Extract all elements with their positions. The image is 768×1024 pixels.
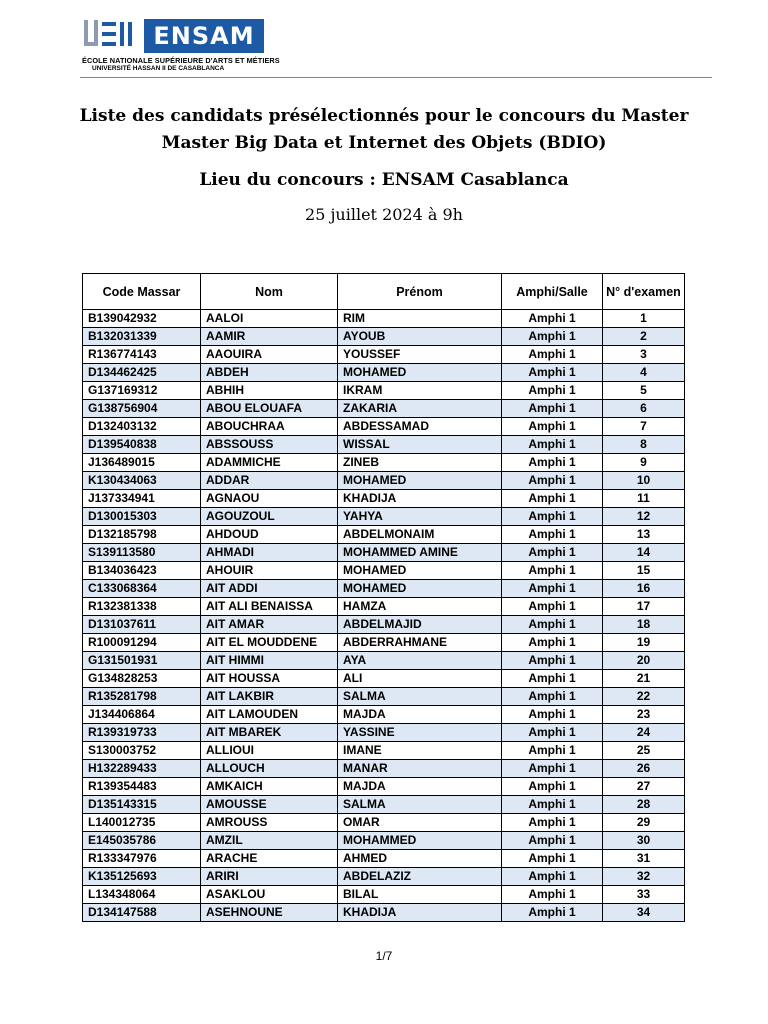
cell-prenom: KHADIJA	[338, 904, 502, 922]
cell-nom: AIT ADDI	[201, 580, 338, 598]
candidates-table	[82, 273, 685, 922]
cell-code-massar: G137169312	[83, 382, 201, 400]
cell-amphi-salle: Amphi 1	[502, 886, 603, 904]
cell-code-massar: D130015303	[83, 508, 201, 526]
cell-code-massar: B132031339	[83, 328, 201, 346]
cell-numero-examen: 27	[603, 778, 685, 796]
cell-numero-examen: 19	[603, 634, 685, 652]
cell-numero-examen: 22	[603, 688, 685, 706]
ensam-logo	[82, 16, 280, 76]
cell-prenom: MOHAMED	[338, 562, 502, 580]
cell-code-massar: G131501931	[83, 652, 201, 670]
cell-numero-examen: 7	[603, 418, 685, 436]
cell-numero-examen: 30	[603, 832, 685, 850]
cell-code-massar: H132289433	[83, 760, 201, 778]
page-number: 1/7	[375, 949, 393, 963]
logo-school-name: ÉCOLE NATIONALE SUPÉRIEURE D'ARTS ET MÉTIERS	[82, 56, 280, 65]
table-body	[83, 310, 685, 922]
table-header-row	[83, 274, 685, 310]
table-row	[83, 598, 685, 616]
cell-prenom: BILAL	[338, 886, 502, 904]
cell-nom: AHOUIR	[201, 562, 338, 580]
cell-nom: ARACHE	[201, 850, 338, 868]
cell-prenom: WISSAL	[338, 436, 502, 454]
table-row	[83, 364, 685, 382]
cell-numero-examen: 18	[603, 616, 685, 634]
cell-numero-examen: 31	[603, 850, 685, 868]
cell-amphi-salle: Amphi 1	[502, 688, 603, 706]
cell-amphi-salle: Amphi 1	[502, 328, 603, 346]
cell-prenom: YASSINE	[338, 724, 502, 742]
cell-code-massar: L134348064	[83, 886, 201, 904]
cell-prenom: MANAR	[338, 760, 502, 778]
table-row	[83, 328, 685, 346]
cell-numero-examen: 21	[603, 670, 685, 688]
cell-nom: AIT AMAR	[201, 616, 338, 634]
cell-amphi-salle: Amphi 1	[502, 400, 603, 418]
cell-code-massar: D134462425	[83, 364, 201, 382]
cell-numero-examen: 20	[603, 652, 685, 670]
cell-nom: ABOUCHRAA	[201, 418, 338, 436]
cell-amphi-salle: Amphi 1	[502, 616, 603, 634]
exam-location: Lieu du concours : ENSAM Casablanca	[199, 170, 569, 190]
cell-amphi-salle: Amphi 1	[502, 382, 603, 400]
cell-numero-examen: 16	[603, 580, 685, 598]
cell-nom: AMROUSS	[201, 814, 338, 832]
cell-nom: AMOUSSE	[201, 796, 338, 814]
cell-nom: ABSSOUSS	[201, 436, 338, 454]
cell-numero-examen: 26	[603, 760, 685, 778]
cell-code-massar: D132403132	[83, 418, 201, 436]
cell-prenom: MAJDA	[338, 778, 502, 796]
cell-nom: ADAMMICHE	[201, 454, 338, 472]
cell-prenom: AYA	[338, 652, 502, 670]
cell-amphi-salle: Amphi 1	[502, 868, 603, 886]
table-row	[83, 580, 685, 598]
cell-nom: AAOUIRA	[201, 346, 338, 364]
cell-amphi-salle: Amphi 1	[502, 364, 603, 382]
logo-wordmark: ENSAM	[144, 19, 264, 53]
cell-code-massar: G138756904	[83, 400, 201, 418]
cell-amphi-salle: Amphi 1	[502, 796, 603, 814]
cell-numero-examen: 15	[603, 562, 685, 580]
table-row	[83, 418, 685, 436]
cell-nom: ALLIOUI	[201, 742, 338, 760]
cell-code-massar: R136774143	[83, 346, 201, 364]
cell-code-massar: D139540838	[83, 436, 201, 454]
cell-amphi-salle: Amphi 1	[502, 346, 603, 364]
cell-numero-examen: 5	[603, 382, 685, 400]
cell-amphi-salle: Amphi 1	[502, 814, 603, 832]
cell-code-massar: R132381338	[83, 598, 201, 616]
cell-prenom: ABDELMAJID	[338, 616, 502, 634]
cell-amphi-salle: Amphi 1	[502, 526, 603, 544]
cell-numero-examen: 25	[603, 742, 685, 760]
cell-prenom: KHADIJA	[338, 490, 502, 508]
table-row	[83, 760, 685, 778]
cell-amphi-salle: Amphi 1	[502, 436, 603, 454]
exam-date: 25 juillet 2024 à 9h	[305, 205, 463, 224]
cell-code-massar: R135281798	[83, 688, 201, 706]
cell-amphi-salle: Amphi 1	[502, 724, 603, 742]
table-row	[83, 436, 685, 454]
table-row	[83, 904, 685, 922]
cell-code-massar: B134036423	[83, 562, 201, 580]
cell-numero-examen: 9	[603, 454, 685, 472]
table-row	[83, 616, 685, 634]
cell-nom: AIT HIMMI	[201, 652, 338, 670]
cell-amphi-salle: Amphi 1	[502, 562, 603, 580]
table-row	[83, 310, 685, 328]
cell-prenom: YAHYA	[338, 508, 502, 526]
logo-university-name: UNIVERSITÉ HASSAN II DE CASABLANCA	[92, 65, 225, 72]
table-row	[83, 400, 685, 418]
table-row	[83, 544, 685, 562]
table-row	[83, 886, 685, 904]
cell-code-massar: D135143315	[83, 796, 201, 814]
cell-numero-examen: 33	[603, 886, 685, 904]
cell-prenom: IMANE	[338, 742, 502, 760]
cell-code-massar: L140012735	[83, 814, 201, 832]
cell-amphi-salle: Amphi 1	[502, 508, 603, 526]
cell-amphi-salle: Amphi 1	[502, 652, 603, 670]
table-row	[83, 706, 685, 724]
cell-nom: ALLOUCH	[201, 760, 338, 778]
cell-code-massar: C133068364	[83, 580, 201, 598]
table-row	[83, 796, 685, 814]
table-row	[83, 868, 685, 886]
table-row	[83, 382, 685, 400]
cell-code-massar: D132185798	[83, 526, 201, 544]
cell-numero-examen: 34	[603, 904, 685, 922]
table-row	[83, 454, 685, 472]
cell-numero-examen: 3	[603, 346, 685, 364]
table-row	[83, 472, 685, 490]
university-emblem-icon	[82, 18, 138, 54]
cell-numero-examen: 32	[603, 868, 685, 886]
cell-amphi-salle: Amphi 1	[502, 742, 603, 760]
cell-nom: ABHIH	[201, 382, 338, 400]
cell-prenom: ZINEB	[338, 454, 502, 472]
cell-code-massar: B139042932	[83, 310, 201, 328]
cell-code-massar: G134828253	[83, 670, 201, 688]
table-row	[83, 508, 685, 526]
cell-nom: ASEHNOUNE	[201, 904, 338, 922]
cell-amphi-salle: Amphi 1	[502, 454, 603, 472]
cell-amphi-salle: Amphi 1	[502, 706, 603, 724]
table-row	[83, 526, 685, 544]
cell-prenom: SALMA	[338, 796, 502, 814]
cell-prenom: MOHAMED	[338, 580, 502, 598]
cell-amphi-salle: Amphi 1	[502, 598, 603, 616]
cell-nom: AIT EL MOUDDENE	[201, 634, 338, 652]
header-divider	[80, 77, 712, 78]
cell-code-massar: D134147588	[83, 904, 201, 922]
cell-prenom: ZAKARIA	[338, 400, 502, 418]
header-code-massar: Code Massar	[83, 274, 201, 310]
cell-prenom: ABDESSAMAD	[338, 418, 502, 436]
cell-code-massar: R133347976	[83, 850, 201, 868]
table-row	[83, 490, 685, 508]
cell-numero-examen: 6	[603, 400, 685, 418]
cell-amphi-salle: Amphi 1	[502, 634, 603, 652]
cell-amphi-salle: Amphi 1	[502, 310, 603, 328]
cell-nom: ARIRI	[201, 868, 338, 886]
cell-nom: AIT ALI BENAISSA	[201, 598, 338, 616]
cell-prenom: ABDERRAHMANE	[338, 634, 502, 652]
table-row	[83, 634, 685, 652]
cell-prenom: YOUSSEF	[338, 346, 502, 364]
cell-numero-examen: 29	[603, 814, 685, 832]
cell-nom: AMKAICH	[201, 778, 338, 796]
cell-code-massar: E145035786	[83, 832, 201, 850]
cell-numero-examen: 1	[603, 310, 685, 328]
cell-amphi-salle: Amphi 1	[502, 580, 603, 598]
cell-nom: AHMADI	[201, 544, 338, 562]
cell-numero-examen: 28	[603, 796, 685, 814]
cell-prenom: ABDELAZIZ	[338, 868, 502, 886]
header-amphi-salle: Amphi/Salle	[502, 274, 603, 310]
cell-prenom: AYOUB	[338, 328, 502, 346]
cell-code-massar: S139113580	[83, 544, 201, 562]
cell-nom: AIT HOUSSA	[201, 670, 338, 688]
cell-amphi-salle: Amphi 1	[502, 472, 603, 490]
cell-code-massar: J136489015	[83, 454, 201, 472]
cell-nom: AALOI	[201, 310, 338, 328]
table-row	[83, 832, 685, 850]
cell-numero-examen: 2	[603, 328, 685, 346]
table-row	[83, 346, 685, 364]
cell-prenom: MOHAMED	[338, 364, 502, 382]
header-numero-examen: N° d'examen	[603, 274, 685, 310]
cell-numero-examen: 10	[603, 472, 685, 490]
cell-numero-examen: 24	[603, 724, 685, 742]
table-row	[83, 778, 685, 796]
cell-code-massar: J134406864	[83, 706, 201, 724]
cell-nom: ASAKLOU	[201, 886, 338, 904]
table-row	[83, 688, 685, 706]
cell-nom: AMZIL	[201, 832, 338, 850]
header-nom: Nom	[201, 274, 338, 310]
cell-prenom: IKRAM	[338, 382, 502, 400]
program-name: Master Big Data et Internet des Objets (BDIO)	[161, 133, 607, 153]
table-row	[83, 724, 685, 742]
table-row	[83, 562, 685, 580]
cell-amphi-salle: Amphi 1	[502, 850, 603, 868]
cell-code-massar: J137334941	[83, 490, 201, 508]
cell-code-massar: S130003752	[83, 742, 201, 760]
cell-amphi-salle: Amphi 1	[502, 760, 603, 778]
cell-nom: ABDEH	[201, 364, 338, 382]
cell-prenom: RIM	[338, 310, 502, 328]
cell-nom: AIT LAKBIR	[201, 688, 338, 706]
cell-prenom: HAMZA	[338, 598, 502, 616]
cell-numero-examen: 14	[603, 544, 685, 562]
table-row	[83, 652, 685, 670]
cell-numero-examen: 13	[603, 526, 685, 544]
cell-nom: ADDAR	[201, 472, 338, 490]
table-row	[83, 850, 685, 868]
cell-prenom: ALI	[338, 670, 502, 688]
cell-prenom: SALMA	[338, 688, 502, 706]
table-row	[83, 742, 685, 760]
cell-numero-examen: 11	[603, 490, 685, 508]
cell-amphi-salle: Amphi 1	[502, 418, 603, 436]
cell-code-massar: K130434063	[83, 472, 201, 490]
cell-prenom: OMAR	[338, 814, 502, 832]
cell-nom: AGNAOU	[201, 490, 338, 508]
cell-nom: AAMIR	[201, 328, 338, 346]
cell-nom: AGOUZOUL	[201, 508, 338, 526]
cell-numero-examen: 12	[603, 508, 685, 526]
cell-amphi-salle: Amphi 1	[502, 778, 603, 796]
cell-nom: AIT LAMOUDEN	[201, 706, 338, 724]
cell-code-massar: D131037611	[83, 616, 201, 634]
cell-prenom: MOHAMMED	[338, 832, 502, 850]
cell-code-massar: R100091294	[83, 634, 201, 652]
cell-amphi-salle: Amphi 1	[502, 490, 603, 508]
document-title: Liste des candidats présélectionnés pour le concours du Master	[79, 106, 689, 126]
cell-numero-examen: 23	[603, 706, 685, 724]
cell-nom: ABOU ELOUAFA	[201, 400, 338, 418]
header-prenom: Prénom	[338, 274, 502, 310]
cell-prenom: MOHAMMED AMINE	[338, 544, 502, 562]
cell-prenom: AHMED	[338, 850, 502, 868]
table-row	[83, 670, 685, 688]
cell-numero-examen: 17	[603, 598, 685, 616]
cell-amphi-salle: Amphi 1	[502, 832, 603, 850]
table-row	[83, 814, 685, 832]
cell-nom: AHDOUD	[201, 526, 338, 544]
cell-prenom: MOHAMED	[338, 472, 502, 490]
cell-amphi-salle: Amphi 1	[502, 670, 603, 688]
cell-code-massar: R139354483	[83, 778, 201, 796]
cell-nom: AIT MBAREK	[201, 724, 338, 742]
cell-code-massar: K135125693	[83, 868, 201, 886]
cell-numero-examen: 8	[603, 436, 685, 454]
cell-amphi-salle: Amphi 1	[502, 544, 603, 562]
cell-code-massar: R139319733	[83, 724, 201, 742]
cell-numero-examen: 4	[603, 364, 685, 382]
cell-prenom: ABDELMONAIM	[338, 526, 502, 544]
cell-prenom: MAJDA	[338, 706, 502, 724]
cell-amphi-salle: Amphi 1	[502, 904, 603, 922]
